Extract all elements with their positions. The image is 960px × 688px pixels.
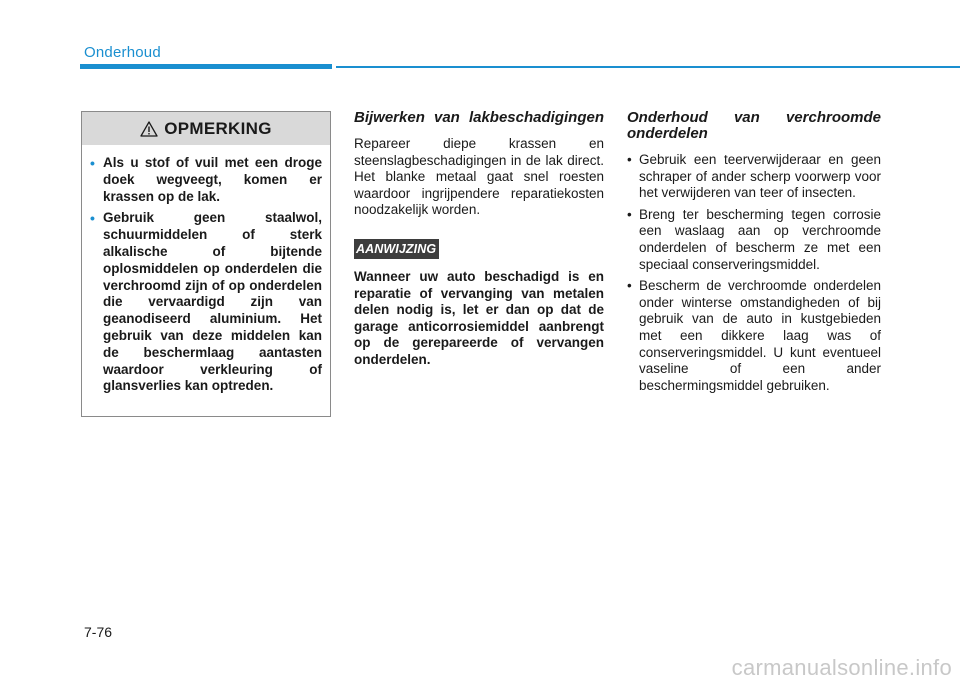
chrome-item [627,278,881,394]
bullet-dot-icon: • [90,155,95,171]
touchup-body: Repareer diepe krassen en steenslagbeschadigingen in de lak direct. Het blanke metaal gaat snel roesten waardoor ingrijpendere reparatiekosten noodzakelijk worden. [354,136,604,218]
caution-item [90,155,322,205]
bullet-dot-icon: • [90,210,95,227]
caution-box [81,111,331,417]
bullet-dot-icon: • [627,152,632,167]
caution-item-text: Gebruik geen staalwol, schuurmiddelen of sterk alkalische of bijtende oplosmiddelen op onderdelen die verchroomd zijn of op onderdelen die vervaardigd zijn van geanodiseerd aluminium. Het gebruik van deze middelen kan de beschermlaag aantasten waardoor verkleuring of glansverlies kan optreden. [103,210,322,394]
chrome-item-text: Gebruik een teerverwijderaar en geen schraper of ander scherp voorwerp voor het verwijderen van teer of insecten. [639,152,881,201]
chrome-heading: Onderhoud van verchroomde onderdelen [627,109,881,142]
caution-title: OPMERKING [164,118,272,138]
page-number: 7-76 [84,624,113,640]
touchup-heading: Bijwerken van lakbeschadigingen [354,109,604,126]
bullet-dot-icon: • [627,278,632,294]
touchup-section [354,110,604,369]
chrome-list [627,152,881,394]
header-rule-thin [336,66,960,68]
caution-header [82,112,330,145]
chrome-item-text: Bescherm de verchroomde onderdelen onder winterse omstandigheden of bij gebruik van de auto in kustgebieden met een dikkere laag was of conserveringsmiddel. U kunt eventueel vaseline of een ander beschermingsmiddel gebruiken. [639,278,881,393]
chrome-item [627,207,881,273]
chrome-item [627,152,881,202]
header-rule-thick [80,64,332,69]
caution-item-text: Als u stof of vuil met een droge doek wegveegt, komen er krassen op de lak. [103,155,322,204]
section-title: Onderhoud [84,44,161,61]
warning-triangle-icon [140,121,158,137]
note-label: AANWIJZING [354,239,439,259]
note-text: Wanneer uw auto beschadigd is en reparatie of vervanging van metalen delen nodig is, let er dan op dat de garage anticorrosiemiddel aanbrengt op de gerepareerde of vervangen onderdelen. [354,268,604,367]
watermark: carmanualsonline.info [731,655,952,680]
chrome-section [627,110,881,399]
caution-item [90,210,322,395]
bullet-dot-icon: • [627,206,632,222]
caution-list [82,145,330,395]
chrome-item-text: Breng ter bescherming tegen corrosie een waslaag aan op verchroomde onderdelen of bescherm ze met een speciaal conserveringsmiddel. [639,206,881,272]
